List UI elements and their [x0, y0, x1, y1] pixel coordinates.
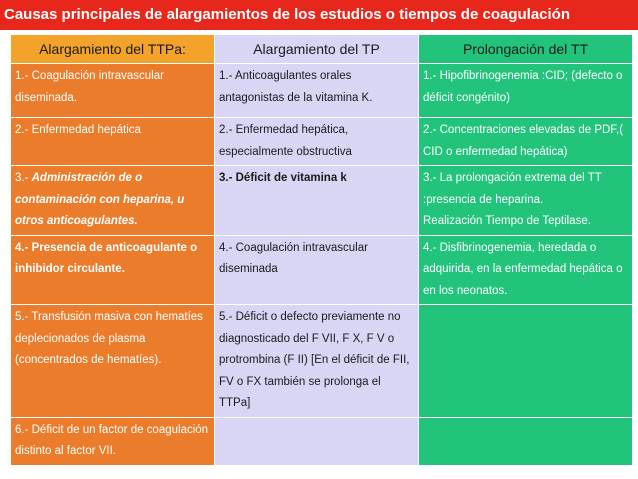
- table-header-row: [11, 35, 633, 64]
- table-row: [11, 305, 633, 418]
- cell-tt: 4.- Disfibrinogenemia, heredada o adquirida, en la enfermedad hepática o en los neonatos.: [419, 235, 633, 305]
- cell-tt: 1.- Hipofibrinogenemia :CID; (defecto o déficit congénito): [419, 64, 633, 118]
- table-row: [11, 166, 633, 236]
- cell-tt: [419, 417, 633, 465]
- cell-ttpa: 6.- Déficit de un factor de coagulación distinto al factor VII.: [11, 417, 215, 465]
- cell-ttpa: 1.- Coagulación intravascular diseminada.: [11, 64, 215, 118]
- cell-tp: 1.- Anticoagulantes orales antagonistas de la vitamina K.: [215, 64, 419, 118]
- cell-ttpa: [11, 235, 215, 305]
- cell-emphasis: Presencia de anticoagulante o inhibidor circulante.: [15, 241, 198, 275]
- cell-prefix: 3.-: [15, 172, 32, 184]
- cell-tp: 5.- Déficit o defecto previamente no diagnosticado del F VII, F X, F V o protrombina (F II) [En el déficit de FII, FV o FX también se prolonga el TTPa]: [215, 305, 419, 418]
- cell-text: 3.- La prolongación extrema del TT :presencia de heparina.: [423, 172, 602, 206]
- cell-ttpa: [11, 166, 215, 236]
- page-title: Causas principales de alargamientos de los estudios o tiempos de coagulación: [0, 0, 638, 30]
- header-tp: Alargamiento del TP: [215, 35, 419, 64]
- header-ttpa: Alargamiento del TTPa:: [11, 35, 215, 64]
- table-row: [11, 64, 633, 118]
- header-tt: Prolongación del TT: [419, 35, 633, 64]
- table-row: [11, 118, 633, 166]
- cell-tt: [419, 305, 633, 418]
- cell-tt: 2.- Concentraciones elevadas de PDF,( CID o enfermedad hepática): [419, 118, 633, 166]
- cell-emphasis: Administración de o contaminación con heparina, u otros anticoagulantes.: [15, 172, 185, 227]
- table-row: [11, 235, 633, 305]
- cell-ttpa: 2.- Enfermedad hepática: [11, 118, 215, 166]
- coagulation-causes-table: [10, 34, 633, 466]
- cell-tp: [215, 417, 419, 465]
- cell-tp: 3.- Déficit de vitamina k: [215, 166, 419, 236]
- cell-tp: 4.- Coagulación intravascular diseminada: [215, 235, 419, 305]
- cell-prefix: 4.-: [15, 241, 32, 254]
- cell-ttpa: 5.- Transfusión masiva con hematíes deplecionados de plasma (concentrados de hematíes).: [11, 305, 215, 418]
- cell-text: Realización Tiempo de Teptilase.: [423, 215, 591, 227]
- cell-tp: 2.- Enfermedad hepática, especialmente obstructiva: [215, 118, 419, 166]
- table-row: [11, 417, 633, 465]
- cell-tt: [419, 166, 633, 236]
